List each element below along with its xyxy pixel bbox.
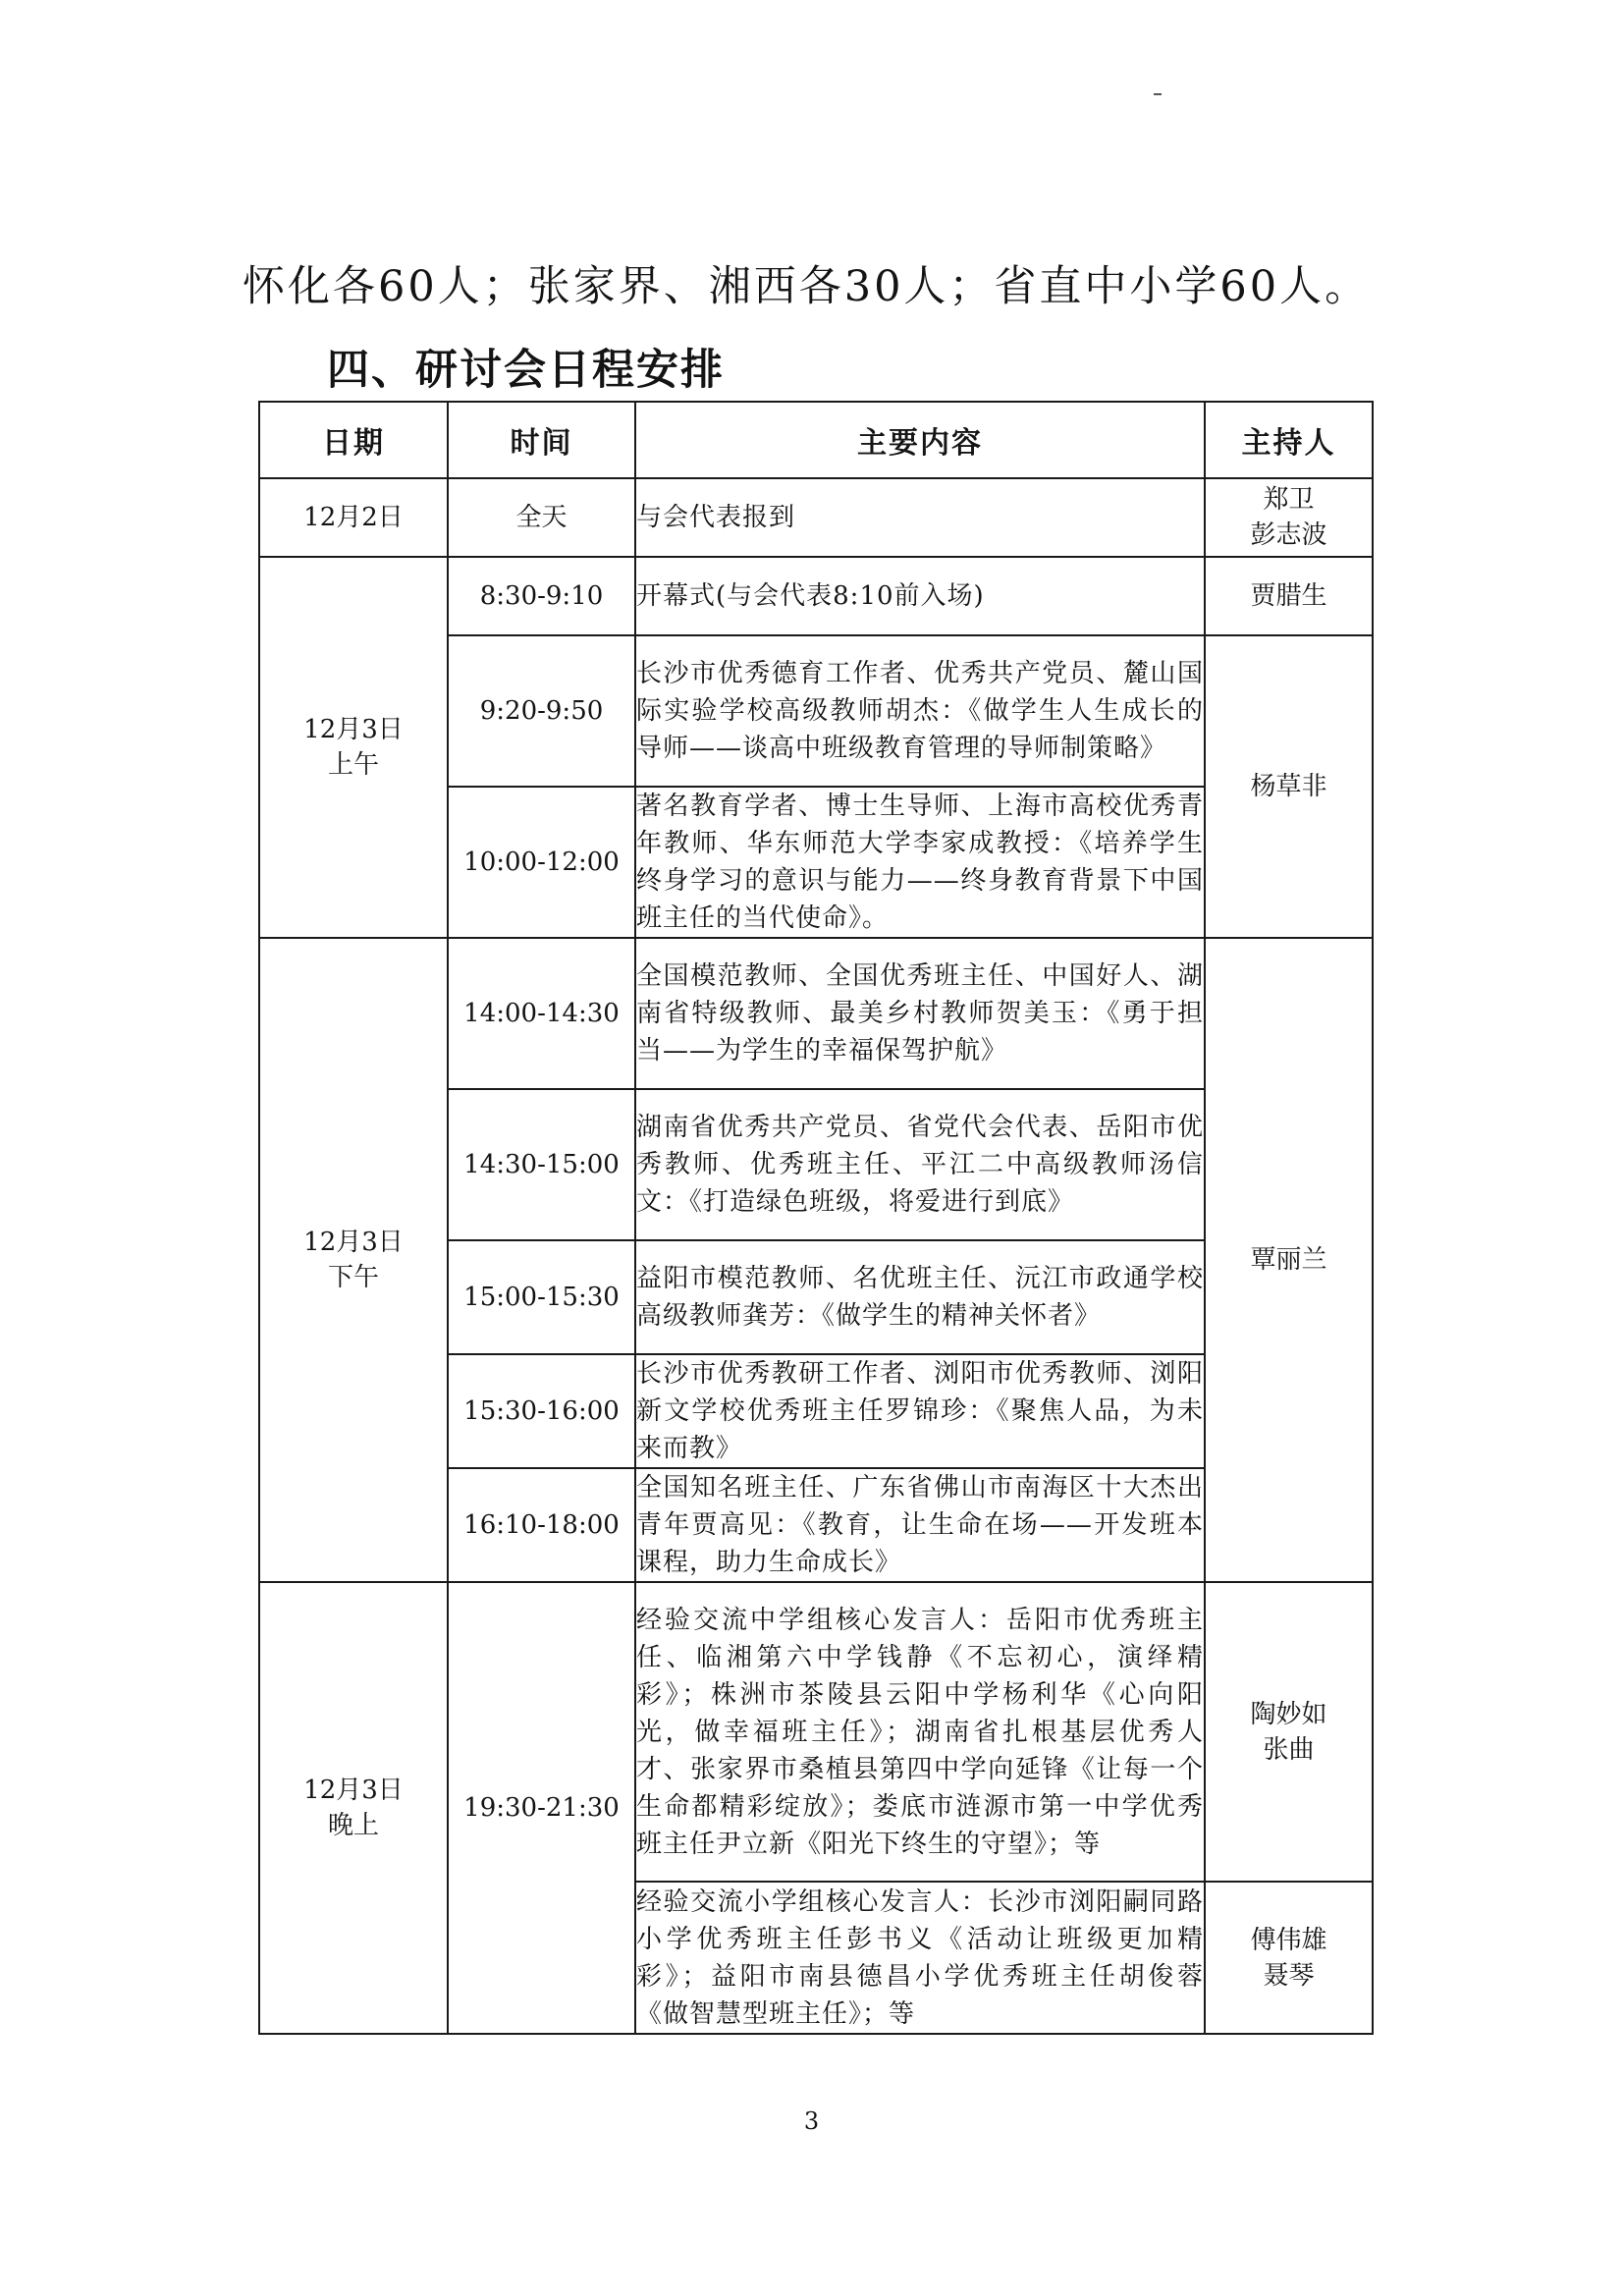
table-row: [259, 557, 1373, 635]
table-row: [259, 938, 1373, 1089]
table-row: [259, 1582, 1373, 1882]
header-date: 日期: [259, 402, 448, 478]
section-title: 四、研讨会日程安排: [327, 346, 725, 395]
content-cell: 长沙市优秀德育工作者、优秀共产党员、麓山国际实验学校高级教师胡杰：《做学生人生成长的导师——谈高中班级教育管理的导师制策略》: [635, 635, 1205, 787]
content-cell: 开幕式(与会代表8:10前入场): [635, 557, 1205, 635]
date-cell: 12月3日 晚上: [259, 1582, 448, 2034]
content-cell: 全国模范教师、全国优秀班主任、中国好人、湖南省特级教师、最美乡村教师贺美玉：《勇于担当——为学生的幸福保驾护航》: [635, 938, 1205, 1089]
table-row: [259, 478, 1373, 557]
table-header-row: [259, 402, 1373, 478]
time-cell: 8:30-9:10: [448, 557, 635, 635]
time-cell: 9:20-9:50: [448, 635, 635, 787]
host-cell: 覃丽兰: [1205, 938, 1373, 1582]
header-content: 主要内容: [635, 402, 1205, 478]
time-cell: 19:30-21:30: [448, 1582, 635, 2034]
content-cell: 著名教育学者、博士生导师、上海市高校优秀青年教师、华东师范大学李家成教授：《培养学生终身学习的意识与能力——终身教育背景下中国班主任的当代使命》。: [635, 787, 1205, 938]
time-cell: 14:00-14:30: [448, 938, 635, 1089]
date-cell: 12月3日 上午: [259, 557, 448, 938]
host-cell: 贾腊生: [1205, 557, 1373, 635]
time-cell: 15:00-15:30: [448, 1240, 635, 1354]
scan-speck: [1154, 93, 1162, 95]
time-cell: 16:10-18:00: [448, 1468, 635, 1582]
date-cell: 12月3日 下午: [259, 938, 448, 1582]
host-cell: 傅伟雄 聂琴: [1205, 1882, 1373, 2034]
host-cell: 杨草非: [1205, 635, 1373, 938]
content-cell: 经验交流中学组核心发言人：岳阳市优秀班主任、临湘第六中学钱静《不忘初心，演绎精彩》；株洲市茶陵县云阳中学杨利华《心向阳光，做幸福班主任》；湖南省扎根基层优秀人才、张家界市桑植县第四中学向延锋《让每一个生命都精彩绽放》；娄底市涟源市第一中学优秀班主任尹立新《阳光下终生的守望》；等: [635, 1582, 1205, 1882]
header-time: 时间: [448, 402, 635, 478]
page-number: 3: [803, 2107, 820, 2135]
content-cell: 全国知名班主任、广东省佛山市南海区十大杰出青年贾高见：《教育，让生命在场——开发班本课程，助力生命成长》: [635, 1468, 1205, 1582]
time-cell: 10:00-12:00: [448, 787, 635, 938]
content-cell: 益阳市模范教师、名优班主任、沅江市政通学校高级教师龚芳：《做学生的精神关怀者》: [635, 1240, 1205, 1354]
header-host: 主持人: [1205, 402, 1373, 478]
time-cell: 15:30-16:00: [448, 1354, 635, 1468]
host-cell: 陶妙如 张曲: [1205, 1582, 1373, 1882]
content-cell: 长沙市优秀教研工作者、浏阳市优秀教师、浏阳新文学校优秀班主任罗锦珍：《聚焦人品，为未来而教》: [635, 1354, 1205, 1468]
schedule-table: [258, 401, 1374, 2035]
content-cell: 湖南省优秀共产党员、省党代会代表、岳阳市优秀教师、优秀班主任、平江二中高级教师汤信文：《打造绿色班级，将爱进行到底》: [635, 1089, 1205, 1240]
host-cell: 郑卫 彭志波: [1205, 478, 1373, 557]
date-cell: 12月2日: [259, 478, 448, 557]
content-cell: 经验交流小学组核心发言人：长沙市浏阳嗣同路小学优秀班主任彭书义《活动让班级更加精彩》；益阳市南县德昌小学优秀班主任胡俊蓉《做智慧型班主任》；等: [635, 1882, 1205, 2034]
content-cell: 与会代表报到: [635, 478, 1205, 557]
time-cell: 14:30-15:00: [448, 1089, 635, 1240]
time-cell: 全天: [448, 478, 635, 557]
intro-paragraph: 怀化各60人；张家界、湘西各30人；省直中小学60人。: [243, 262, 1371, 311]
